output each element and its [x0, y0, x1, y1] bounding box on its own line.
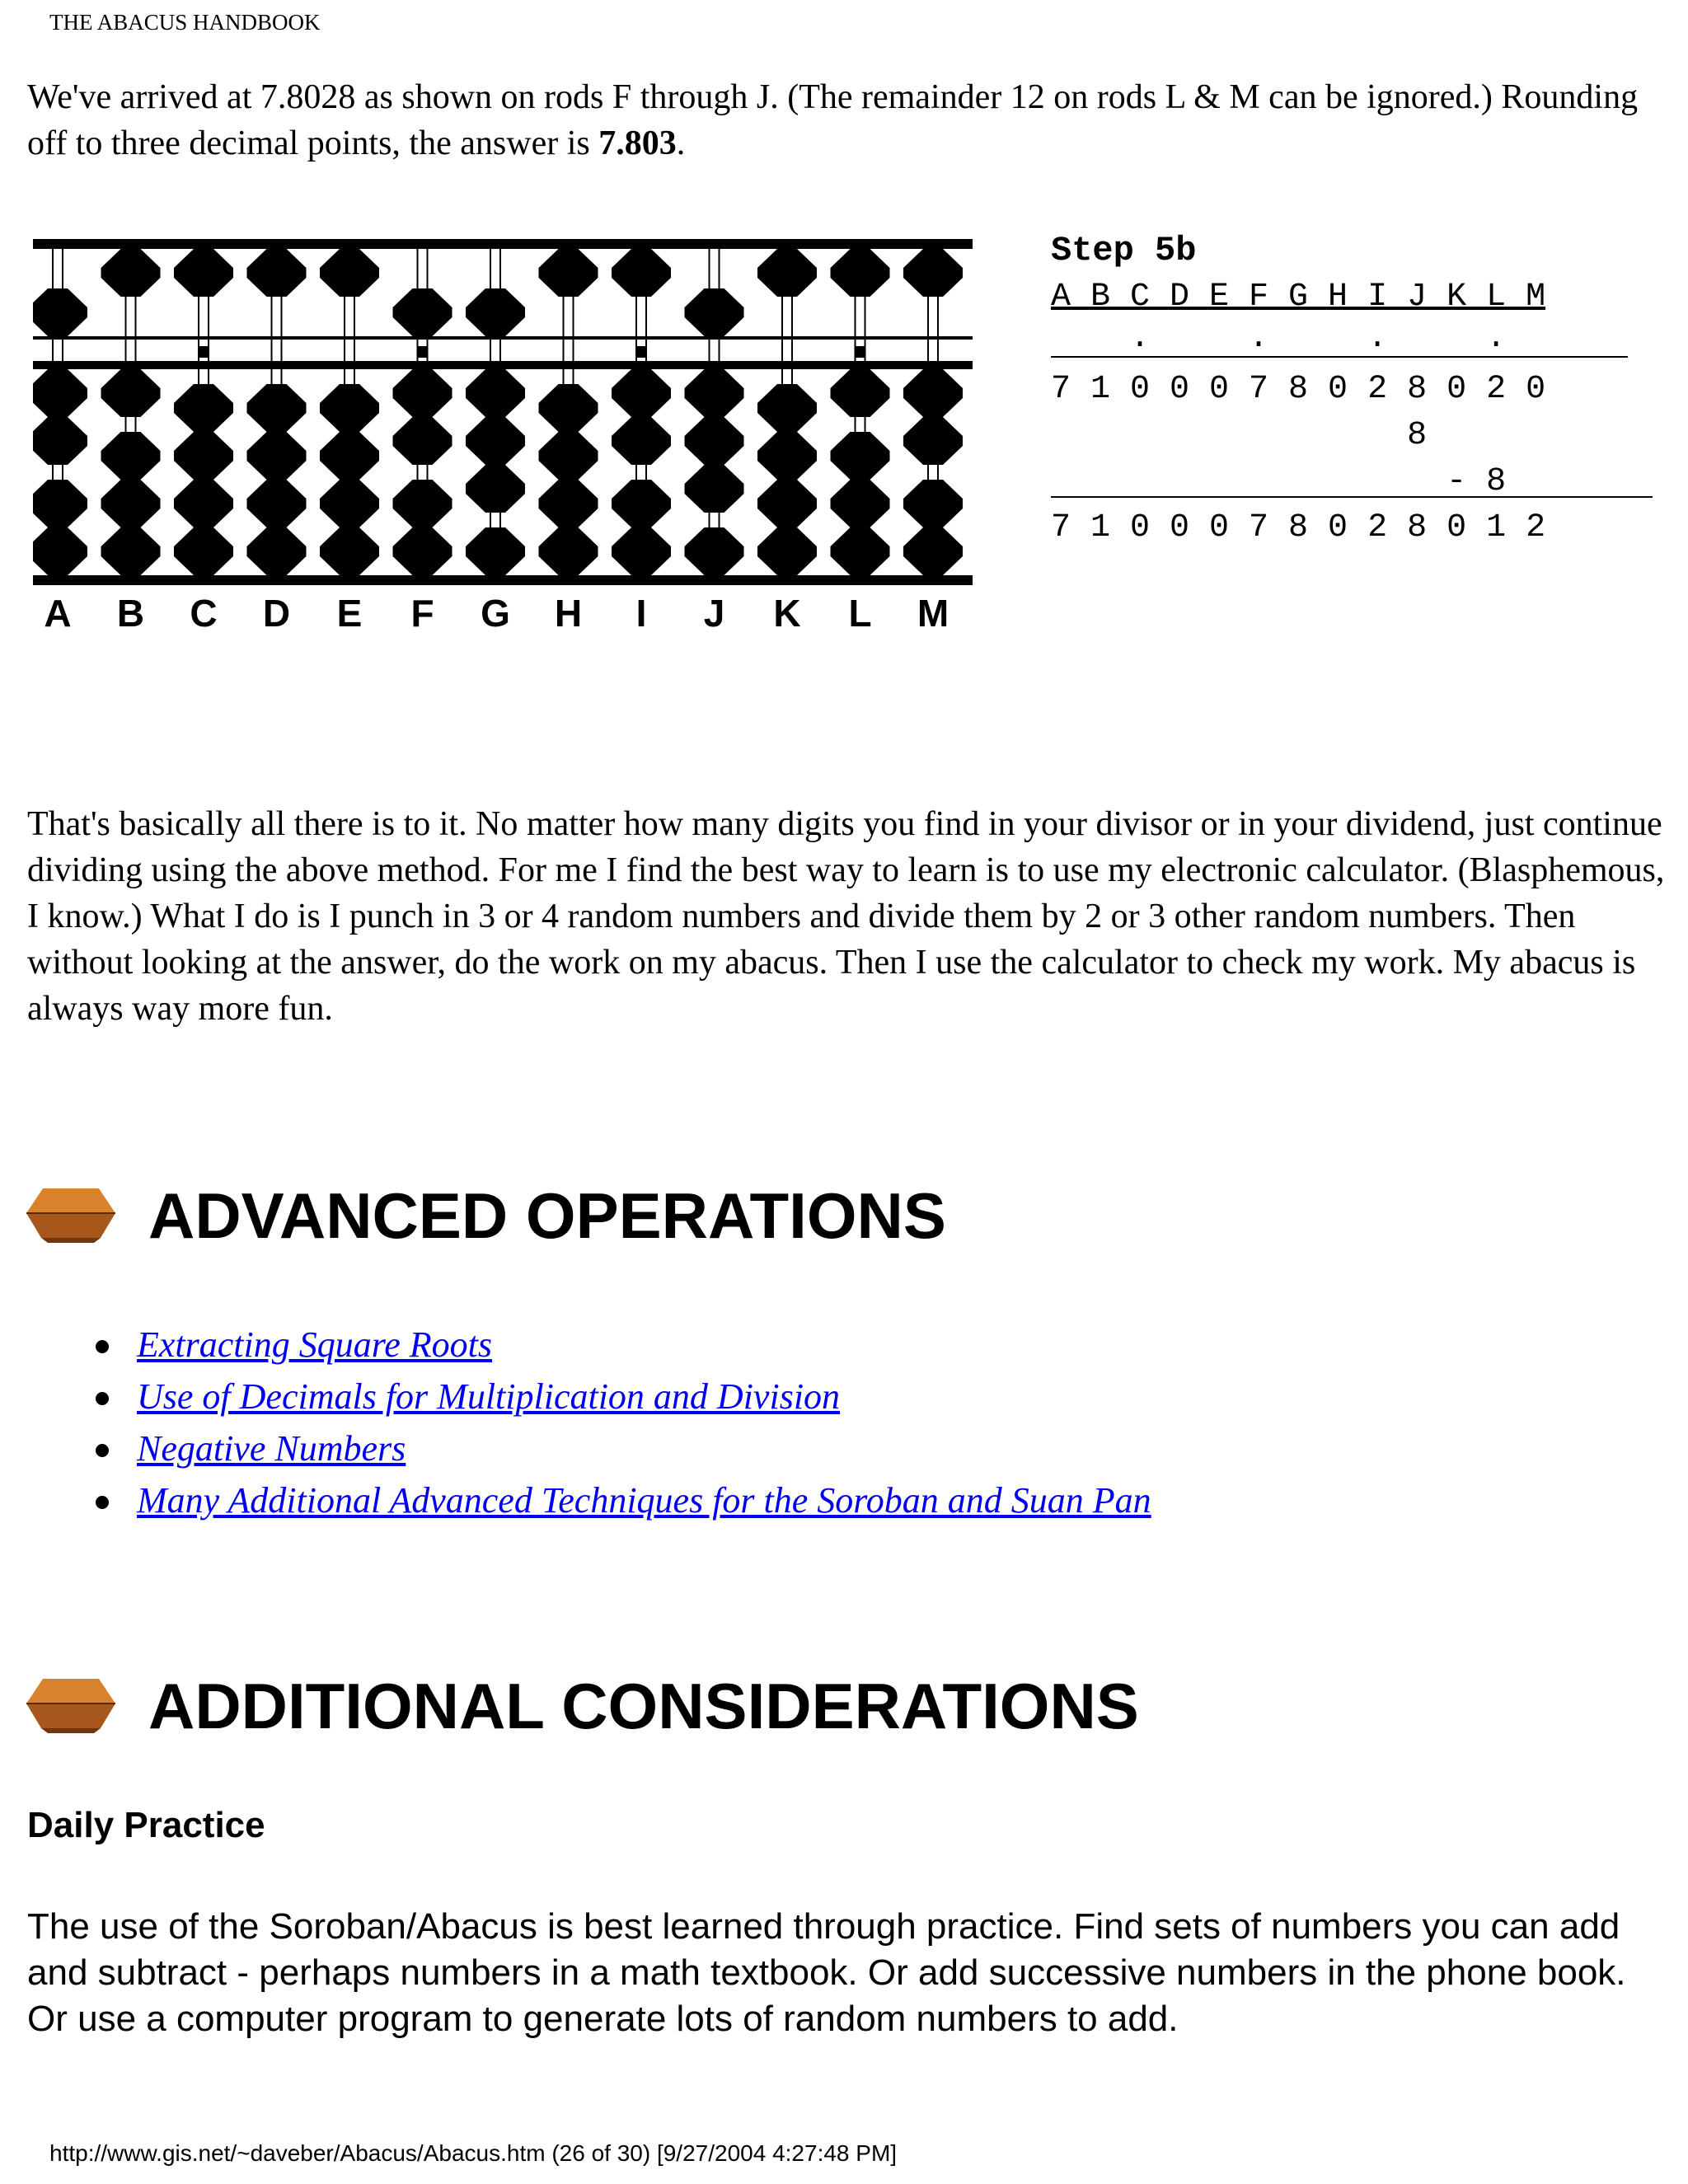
heaven-bead: [247, 249, 307, 297]
earth-bead: [685, 465, 744, 513]
heaven-bead: [174, 249, 233, 297]
heaven-bead: [466, 288, 525, 336]
abacus-frame-top: [33, 239, 973, 249]
rod-label: A: [44, 592, 72, 635]
link-extracting-square-roots[interactable]: Extracting Square Roots: [137, 1324, 492, 1365]
page-header: THE ABACUS HANDBOOK: [49, 10, 321, 35]
advanced-operations-title: ADVANCED OPERATIONS: [148, 1179, 946, 1252]
earth-bead: [33, 417, 87, 465]
daily-practice-paragraph: The use of the Soroban/Abacus is best learned through practice. Find sets of numbers you can add and subtract - perhaps numbers in a math textbook. Or add successive numbers in the phone book. Or use a computer program to generate lots of random numbers to add.: [27, 1906, 1626, 2039]
step-row-4: 7 1 0 0 0 7 8 0 2 8 0 1 2: [1051, 509, 1546, 546]
link-negative-numbers[interactable]: Negative Numbers: [137, 1428, 406, 1469]
earth-bead: [393, 369, 452, 417]
abacus-diagram: [33, 239, 973, 635]
rod-label: C: [190, 592, 218, 635]
intro-text: We've arrived at 7.8028 as shown on rods F through J. (The remainder 12 on rods L & M can be ignored.) Rounding off to three decimal points, the answer is: [27, 78, 1639, 162]
heaven-bead: [101, 249, 161, 297]
rod-label: L: [848, 592, 872, 635]
earth-bead: [101, 432, 161, 480]
earth-bead: [757, 480, 817, 527]
rod-label: F: [410, 592, 434, 635]
link-decimals-multiplication-division[interactable]: Use of Decimals for Multiplication and Division: [137, 1376, 841, 1417]
earth-bead: [393, 480, 452, 527]
abacus-bead-icon: [25, 1675, 117, 1736]
step-columns: A B C D E F G H I J K L M: [1051, 279, 1546, 316]
earth-bead: [539, 432, 598, 480]
daily-practice-subheading: Daily Practice: [27, 1805, 265, 1845]
earth-bead: [101, 369, 161, 417]
step-row-3: - 8: [1051, 463, 1507, 500]
answer-value: 7.803: [598, 124, 677, 162]
earth-bead: [612, 369, 671, 417]
list-item: [99, 1474, 1151, 1526]
rod-label: M: [917, 592, 950, 635]
earth-bead: [174, 432, 233, 480]
advanced-operations-heading: [25, 1170, 946, 1261]
intro-paragraph: [27, 74, 1667, 166]
abacus-frame-bottom: [33, 575, 973, 585]
heaven-bead: [393, 288, 452, 336]
unit-mark: [855, 346, 866, 358]
heaven-bead: [539, 249, 598, 297]
advanced-links-list: [99, 1319, 1151, 1526]
page-footer: http://www.gis.net/~daveber/Abacus/Abacus.htm (26 of 30) [9/27/2004 4:27:48 PM]: [49, 2140, 898, 2166]
rod-label: K: [773, 592, 801, 635]
heaven-bead: [757, 249, 817, 297]
earth-bead: [612, 480, 671, 527]
earth-bead: [831, 527, 890, 575]
earth-bead: [320, 384, 379, 432]
list-item: [99, 1371, 1151, 1422]
earth-bead: [247, 432, 307, 480]
heaven-bead: [685, 288, 744, 336]
intro-end: .: [676, 124, 686, 162]
unit-mark: [198, 346, 209, 358]
heaven-bead: [831, 249, 890, 297]
earth-bead: [247, 480, 307, 527]
earth-bead: [757, 527, 817, 575]
step-row-2: 8: [1051, 417, 1428, 454]
summary-paragraph: That's basically all there is to it. No matter how many digits you find in your divisor or in your dividend, just continue dividing using the above method. For me I find the best way to learn is to use my electronic calculator. (Blasphemous, I know.) What I do is I punch in 3 or 4 random numbers and divide them by 2 or 3 other random numbers. Then without looking at the answer, do the work on my abacus. Then I use the calculator to check my work. My abacus is always way more fun.: [27, 805, 1665, 1028]
earth-bead: [903, 527, 963, 575]
earth-bead: [685, 527, 744, 575]
step-rule: [1051, 356, 1628, 358]
list-item: [99, 1422, 1151, 1474]
earth-bead: [247, 527, 307, 575]
rod-label: H: [554, 592, 583, 635]
rod-label: B: [116, 592, 145, 635]
earth-bead: [320, 480, 379, 527]
earth-bead: [33, 369, 87, 417]
additional-considerations-heading: [25, 1661, 1139, 1751]
heaven-bead: [320, 249, 379, 297]
step-rule-2: [1051, 496, 1653, 498]
earth-bead: [33, 527, 87, 575]
earth-bead: [757, 432, 817, 480]
earth-bead: [174, 480, 233, 527]
earth-bead: [247, 384, 307, 432]
earth-bead: [174, 384, 233, 432]
heaven-bead: [612, 249, 671, 297]
heaven-bead: [903, 249, 963, 297]
earth-bead: [831, 369, 890, 417]
earth-bead: [539, 527, 598, 575]
additional-considerations-title: ADDITIONAL CONSIDERATIONS: [148, 1669, 1139, 1742]
unit-mark: [635, 346, 647, 358]
rod-label: G: [481, 592, 510, 635]
earth-bead: [320, 432, 379, 480]
earth-bead: [101, 527, 161, 575]
earth-bead: [903, 480, 963, 527]
earth-bead: [539, 384, 598, 432]
earth-bead: [831, 480, 890, 527]
step-dots: . . . .: [1051, 320, 1507, 357]
earth-bead: [612, 417, 671, 465]
rod-label: J: [703, 592, 725, 635]
earth-bead: [393, 527, 452, 575]
earth-bead: [320, 527, 379, 575]
earth-bead: [539, 480, 598, 527]
earth-bead: [466, 465, 525, 513]
link-advanced-techniques[interactable]: Many Additional Advanced Techniques for the Soroban and Suan Pan: [137, 1480, 1151, 1521]
rod-label: D: [262, 592, 291, 635]
earth-bead: [685, 369, 744, 417]
abacus-beam: [33, 336, 973, 340]
earth-bead: [33, 480, 87, 527]
abacus-beam: [33, 361, 973, 369]
abacus-bead-icon: [25, 1185, 117, 1246]
earth-bead: [903, 417, 963, 465]
step-title: Step 5b: [1051, 231, 1197, 270]
earth-bead: [612, 527, 671, 575]
unit-mark: [417, 346, 429, 358]
earth-bead: [174, 527, 233, 575]
earth-bead: [393, 417, 452, 465]
earth-bead: [903, 369, 963, 417]
list-item: [99, 1319, 1151, 1371]
earth-bead: [101, 480, 161, 527]
earth-bead: [466, 369, 525, 417]
earth-bead: [466, 417, 525, 465]
earth-bead: [757, 384, 817, 432]
earth-bead: [685, 417, 744, 465]
earth-bead: [466, 527, 525, 575]
rod-label: I: [635, 592, 647, 635]
step-row-1: 7 1 0 0 0 7 8 0 2 8 0 2 0: [1051, 371, 1546, 408]
rod-label: E: [336, 592, 363, 635]
earth-bead: [831, 432, 890, 480]
heaven-bead: [33, 288, 87, 336]
